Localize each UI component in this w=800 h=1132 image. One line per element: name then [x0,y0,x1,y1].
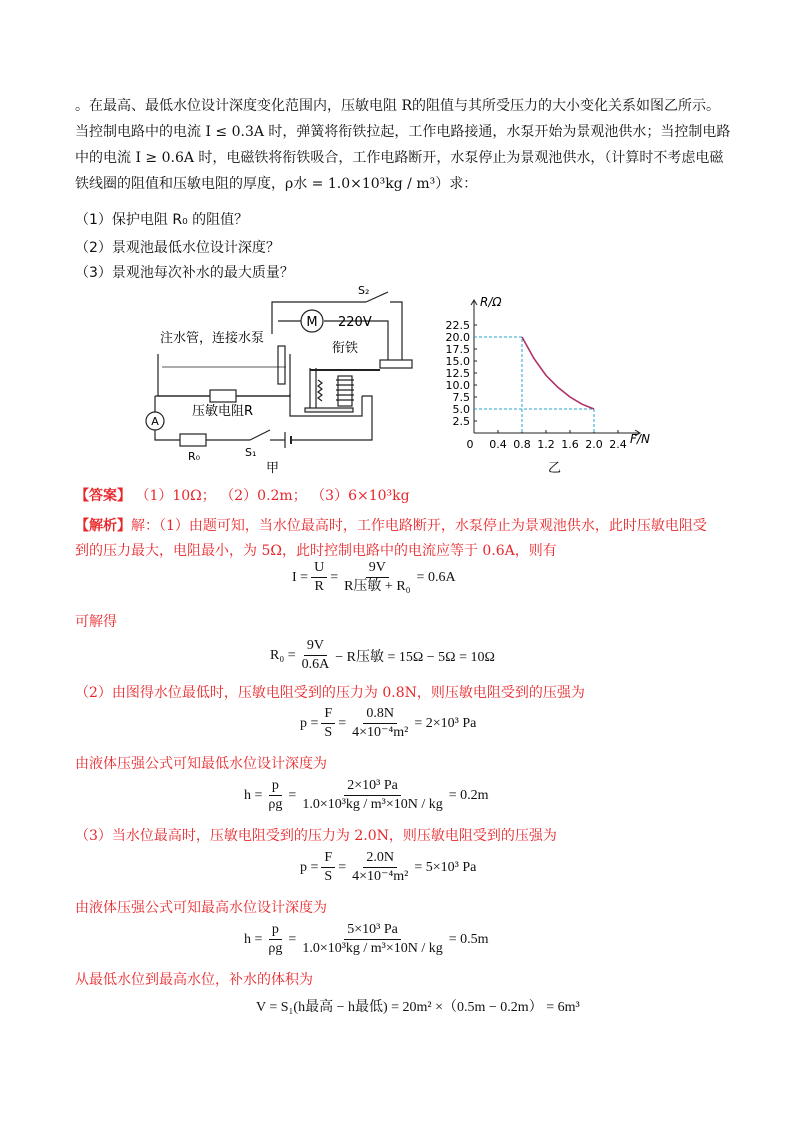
eq5-lhs: p = [300,859,319,875]
voltage-label: 220V [338,315,372,330]
x-tick-label: 2.4 [609,438,627,451]
eq5-f1d: S [324,869,333,884]
eq3-f1d: S [324,725,333,740]
answer-2: （2）0.2m； [220,488,307,504]
eq2-lhs: R₀ = [270,647,296,663]
switch-s1-label: S₁ [245,446,257,459]
eq2-rhs: − R压敏 = 15Ω − 5Ω = 10Ω [335,649,495,665]
resistance-force-graph [440,288,670,483]
guide-line-min-force [474,337,522,433]
problem-line-1: 。在最高、最低水位设计深度变化范围内，压敏电阻 R的阻值与其所受压力的大小变化关系如图乙所示。 [75,98,720,114]
y-tick-label: 22.5 [445,319,470,332]
guide-line-max-force [474,409,594,433]
eq3-f2n: 0.8N [363,706,397,724]
analysis-p1a: 解：（1）由题可知，当水位最高时，工作电路断开，水泵停止为景观池供水，此时压敏电阻受 [131,518,707,534]
analysis-p4: 从最低水位到最高水位，补水的体积为 [75,972,313,988]
question-3: （3）景观池每次补水的最大质量？ [75,265,294,281]
x-tick-label: 0.8 [513,438,531,451]
eq6-f1d: ρg [268,941,283,956]
eq5-f2n: 2.0N [363,850,397,868]
eq3-lhs: p = [300,715,319,731]
eq1-f1d: R [314,579,324,594]
eq5-rhs: = 5×10³ Pa [414,859,477,875]
x-tick-label: 0 [466,438,474,451]
equation-1: I = $\frac{U}{R}$ = $\frac{9V}{\text{R压敏 + R₀}}$ = 0.6A [292,560,456,594]
x-tick-label: 0.4 [489,438,507,451]
eq1-f2d: R压敏 + R₀ [344,579,411,594]
figure-caption-jia: 甲 [266,461,280,476]
y-tick-label: 17.5 [445,343,470,356]
eq1-f2n: 9V [366,560,389,578]
r0-label: R₀ [188,450,201,463]
problem-line-2: 当控制电路中的电流 I ≤ 0.3A 时，弹簧将衔铁拉起，工作电路接通，水泵开始为景观池供水；当控制电路 [75,124,731,140]
eq1-f1n: U [311,560,327,578]
analysis-p1b: 到的压力最大，电阻最小，为 5Ω，此时控制电路中的电流应等于 0.6A，则有 [75,543,557,559]
pipe-label: 注水管，连接水泵 [160,331,265,346]
answer-label: 【答案】 [75,488,131,504]
problem-line-3: 中的电流 I ≥ 0.6A 时，电磁铁将衔铁吸合，工作电路断开，水泵停止为景观池供水，（计算时不考虑电磁 [75,150,724,166]
y-tick-label: 5.0 [452,403,470,416]
eq4-lhs: h = [244,787,263,803]
y-tick-label: 10.0 [445,379,470,392]
eq6-f1n: p [269,922,282,940]
analysis-p2: （2）由图得水位最低时，压敏电阻受到的压力为 0.8N，则压敏电阻受到的压强为 [75,685,585,701]
eq6-rhs: = 0.5m [448,931,489,947]
eq1-lhs: I = [292,569,309,585]
x-tick-label: 2.0 [585,438,603,451]
eq3-rhs: = 2×10³ Pa [414,715,477,731]
equation-7: V = S₁(h最高 − h最低) = 20m² ×（0.5m − 0.2m） = 6m³ [256,1000,580,1015]
eq2-fd: 0.6A [301,657,330,672]
eq3-f1n: F [321,706,335,724]
analysis-p2b: 由液体压强公式可知最低水位设计深度为 [75,756,327,772]
circuit-diagram [140,284,440,476]
analysis-line-1 [75,516,707,536]
eq4-f1n: p [269,778,282,796]
x-tick-label: 1.2 [537,438,555,451]
eq4-f2d: 1.0×10³kg / m³×10N / kg [302,797,443,812]
analysis-label: 【解析】 [75,518,131,534]
y-tick-label: 15.0 [445,355,470,368]
graph-ylabel: R/Ω [480,295,502,309]
equation-4: h = $\frac{p}{\rho g}$ = $\frac{\text{2×10³ Pa}}{\text{1.0×10³kg / m³×10N / kg}}$ = 0.2m [244,778,489,812]
eq2-fn: 9V [304,638,327,656]
eq4-rhs: = 0.2m [448,787,489,803]
eq4-f1d: ρg [268,797,283,812]
y-tick-label: 7.5 [452,391,470,404]
equation-3: p = $\frac{F}{S}$ = $\frac{0.8N}{\text{4×10⁻⁴m²}}$ = 2×10³ Pa [300,706,477,740]
equation-5: p = $\frac{F}{S}$ = $\frac{2.0N}{\text{4×10⁻⁴m²}}$ = 5×10³ Pa [300,850,477,884]
question-2: （2）景观池最低水位设计深度？ [75,240,280,256]
eq6-lhs: h = [244,931,263,947]
analysis-solve: 可解得 [75,614,117,630]
ammeter-label: A [151,415,159,428]
problem-line-4: 铁线圈的阻值和压敏电阻的厚度，ρ水 = 1.0×10³kg / m³）求： [75,176,478,192]
eq6-f2n: 5×10³ Pa [344,922,401,940]
armature-label: 衔铁 [332,341,359,356]
question-1: （1）保护电阻 R₀ 的阻值？ [75,212,249,228]
eq6-f2d: 1.0×10³kg / m³×10N / kg [302,941,443,956]
y-tick-label: 20.0 [445,331,470,344]
eq5-f2d: 4×10⁻⁴m² [352,869,409,884]
eq4-f2n: 2×10³ Pa [344,778,401,796]
motor-label: M [306,315,318,330]
figure-caption-yi: 乙 [548,461,562,476]
eq3-f2d: 4×10⁻⁴m² [352,725,409,740]
analysis-p3: （3）当水位最高时，压敏电阻受到的压力为 2.0N，则压敏电阻受到的压强为 [75,828,557,844]
resistance-curve [522,337,594,409]
equation-2 [270,638,495,673]
y-tick-label: 2.5 [452,415,470,428]
answer-line [75,486,410,506]
y-tick-label: 12.5 [445,367,470,380]
x-tick-label: 1.6 [561,438,579,451]
analysis-p3b: 由液体压强公式可知最高水位设计深度为 [75,900,327,916]
graph-xlabel: F/N [630,432,650,446]
eq1-rhs: = 0.6A [416,569,456,585]
sensor-label: 压敏电阻R [192,404,254,419]
switch-s2-label: S₂ [358,284,370,297]
answer-1: （1）10Ω； [135,488,216,504]
equation-6: h = $\frac{p}{\rho g}$ = $\frac{\text{5×10³ Pa}}{\text{1.0×10³kg / m³×10N / kg}}$ = 0.5m [244,922,489,956]
answer-3: （3）6×10³kg [311,488,410,504]
eq5-f1n: F [321,850,335,868]
